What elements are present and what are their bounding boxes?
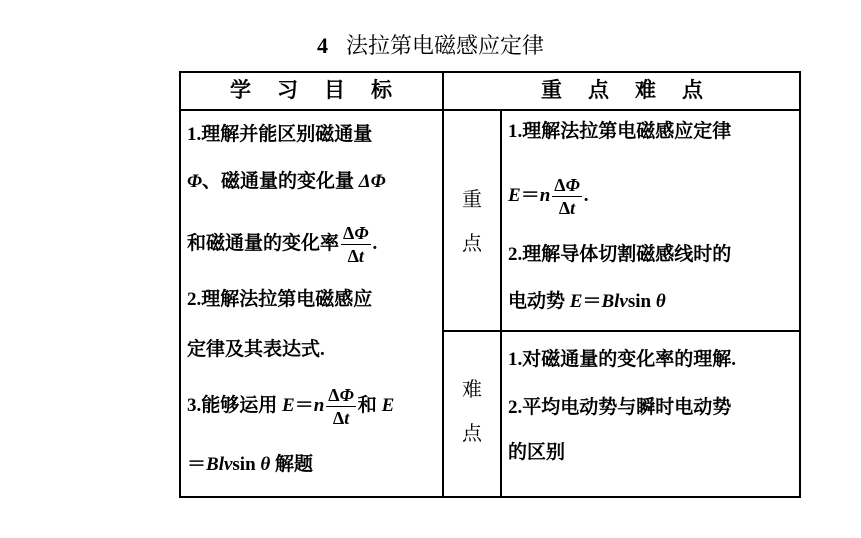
focus-fraction: $\frac{\Delta\Phi}{\Delta t}$: [554, 175, 580, 219]
focus-line-3: 2.理解导体切割磁感线时的: [508, 244, 732, 265]
title-text: 法拉第电磁感应定律: [345, 34, 544, 59]
title-number: 4: [316, 33, 328, 58]
flux-rate-fraction: [341, 224, 371, 265]
fraction-numerator: ΔΦ: [343, 223, 369, 244]
header-learning-objectives: 学习目标: [230, 77, 418, 102]
focus-line-2: E＝n $\frac{\Delta\Phi}{\Delta t}$ .: [508, 175, 589, 219]
turns-symbol: n: [313, 395, 325, 416]
objectives-table: [179, 71, 801, 497]
emf-symbol: E: [282, 395, 295, 416]
objective-line-6-text: 3.能够运用: [187, 395, 283, 416]
objective-line-1: 1.理解并能区别磁通量: [187, 124, 373, 145]
difficulty-line-2: 2.平均电动势与瞬时电动势: [508, 397, 732, 418]
theta-symbol: θ: [260, 454, 271, 475]
objective-line-4: 2.理解法拉第电磁感应: [187, 289, 373, 310]
objectives-cell: [187, 71, 439, 497]
table-border-left: [179, 71, 181, 497]
objective-line-3-text: 和磁通量的变化率: [187, 233, 340, 254]
formula-fraction: $\frac{\Delta\Phi}{\Delta t}$: [328, 385, 354, 429]
objective-line-7: ＝Blvsin θ 解题: [187, 454, 314, 475]
difficulty-label: 难 点: [462, 377, 482, 445]
header-key-difficult-points: 重点难点: [541, 77, 729, 102]
objective-line-2: [187, 167, 386, 197]
phi-symbol: Φ: [187, 171, 202, 192]
difficulty-line-3: 的区别: [508, 442, 566, 463]
difficulty-cell: [508, 331, 800, 496]
objective-line-3: [187, 219, 377, 269]
page-title: [0, 26, 861, 66]
delta-phi-symbol: ΔΦ: [358, 171, 386, 192]
objective-line-5: 定律及其表达式.: [187, 339, 325, 360]
objective-line-6: 3.能够运用 E＝n $\frac{\Delta\Phi}{\Delta t}$ 和 E: [187, 385, 395, 429]
fraction-denominator: Δt: [347, 246, 364, 267]
objective-line-3-end: .: [372, 233, 378, 254]
focus-line-1: 1.理解法拉第电磁感应定律: [508, 121, 732, 142]
difficulty-line-1: 1.对磁通量的变化率的理解.: [508, 349, 737, 370]
focus-label: 重 点: [462, 187, 482, 255]
focus-line-4: 电动势 E＝Blvsin θ: [508, 291, 666, 312]
blv-symbol: Blv: [206, 454, 233, 475]
focus-cell: [508, 109, 798, 329]
objective-line-2-text: 、磁通量的变化量: [202, 171, 359, 192]
